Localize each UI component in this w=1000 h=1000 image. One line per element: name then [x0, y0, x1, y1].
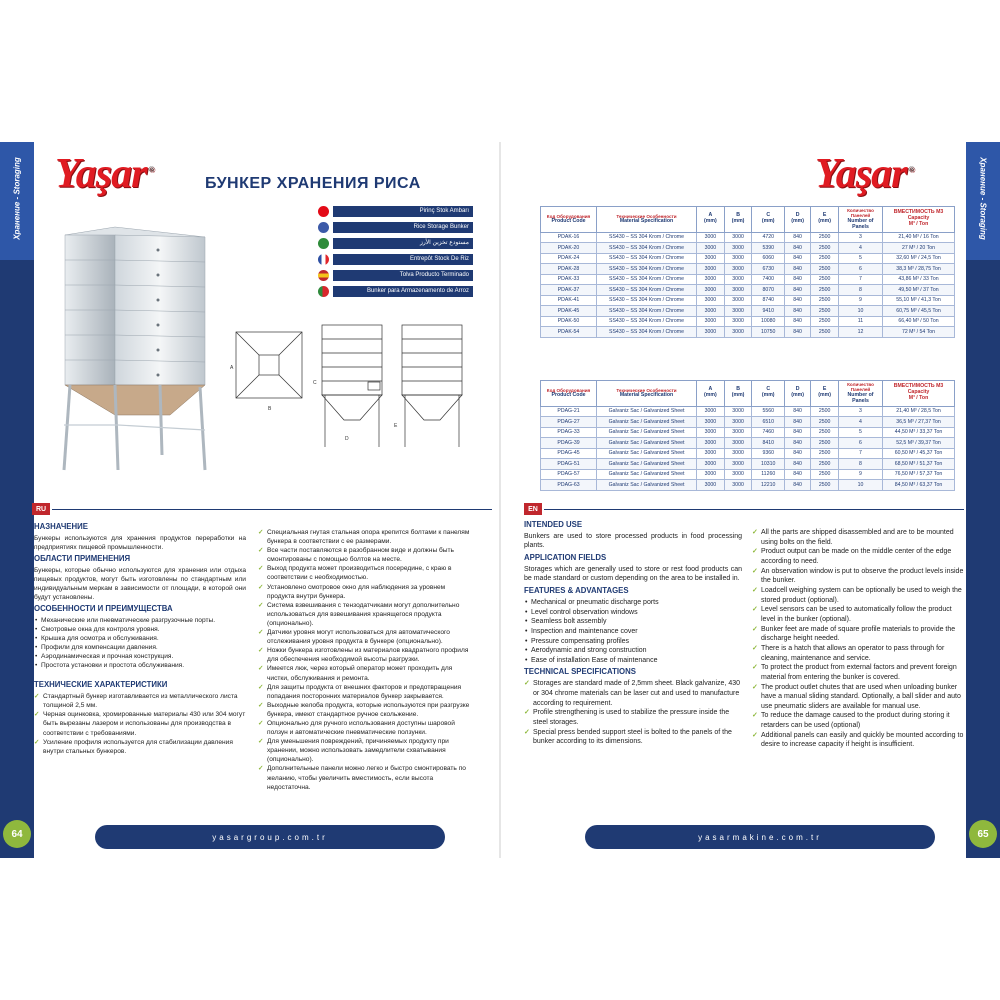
list-item: ✓ Special press bended support steel is bolted to the panels of the bunker according to its dimensions.	[524, 728, 742, 747]
table-cell: 55,10 M³ / 41,3 Ton	[883, 295, 955, 306]
ru-column-2	[258, 528, 472, 792]
table-cell: Galvaniz Sac / Galvanized Sheet	[597, 438, 697, 449]
table-cell: 3000	[724, 327, 752, 338]
table-cell: 60,75 M³ / 45,5 Ton	[883, 306, 955, 317]
table-cell: Galvaniz Sac / Galvanized Sheet	[597, 427, 697, 438]
table-cell: 6060	[752, 253, 785, 264]
table-cell: 3000	[724, 264, 752, 275]
table-cell: PDAK-41	[541, 295, 597, 306]
ru-purpose-text: Бункеры используются для хранения продуктов переработки на предприятиях пищевой промышленности.	[34, 534, 246, 551]
list-item: ✓ To protect the product from external factors and prevent foreign material from entering the bunker is covered.	[752, 663, 964, 682]
table-cell: 3	[839, 232, 883, 243]
table-cell: 3000	[697, 480, 725, 491]
table-row	[541, 253, 955, 264]
language-row-ar: مستودع تخزين الأرز	[318, 237, 473, 250]
arabic-flag-icon	[318, 238, 329, 249]
en-tech-list	[524, 679, 742, 747]
en-app-text: Storages which are generally used to store or rest food products can be made standard or custom depending on the area to be installed in.	[524, 565, 742, 583]
table-cell: SS430 – SS 304 Krom / Chrome	[597, 316, 697, 327]
left-footer-url: yasargroup.com.tr	[95, 825, 445, 849]
table-cell: 3000	[697, 406, 725, 417]
table-row	[541, 459, 955, 470]
left-side-bar	[0, 142, 34, 858]
list-item: ✓ To reduce the damage caused to the product during storing it retarders can be used (optional)	[752, 711, 964, 730]
dimension-b-label: B	[268, 406, 272, 412]
table-cell: 7400	[752, 274, 785, 285]
table-cell: 8	[839, 285, 883, 296]
table-cell: 32,60 M³ / 24,5 Ton	[883, 253, 955, 264]
table-cell: 3000	[724, 243, 752, 254]
table-cell: Galvaniz Sac / Galvanized Sheet	[597, 448, 697, 459]
table-cell: 3000	[724, 417, 752, 428]
table-row	[541, 327, 955, 338]
spec-table-galvanized	[540, 380, 955, 491]
table-cell: 3000	[697, 306, 725, 317]
list-item: ✓ Для уменьшения повреждений, причиняемых продукту при хранении, можно использовать замедлители схватывания (опционально).	[258, 737, 472, 764]
table-cell: 12	[839, 327, 883, 338]
ru-areas-text: Бункеры, которые обычно используются для хранения или отдыха пищевых продуктов, могут быть изготовлены по стандартным или индивидуальным меркам в зависимости от площади, в которой они будут установлены.	[34, 566, 246, 601]
table-row	[541, 306, 955, 317]
table-cell: 3000	[724, 253, 752, 264]
technical-drawings	[228, 322, 468, 467]
table-cell: 840	[784, 253, 810, 264]
list-item: ✓ Bunker feet are made of square profile materials to provide the discharge height needed.	[752, 625, 964, 644]
table-cell: 2500	[811, 232, 839, 243]
ru-features-heading: ОСОБЕННОСТИ И ПРЕИМУЩЕСТВА	[34, 604, 173, 614]
list-item: • Ease of installation Ease of maintenance	[524, 656, 742, 666]
table-cell: 840	[784, 438, 810, 449]
language-row-es: Tolva Producto Terminado	[318, 269, 473, 282]
table-row	[541, 427, 955, 438]
language-row-pt: Bunker para Armazenamento de Arroz	[318, 285, 473, 298]
table-cell: SS430 – SS 304 Krom / Chrome	[597, 327, 697, 338]
table-cell: 3000	[724, 427, 752, 438]
table-cell: 2500	[811, 448, 839, 459]
list-item: ✓ Все части поставляются в разобранном виде и должны быть смонтированы с помощью болтов на месте.	[258, 546, 472, 564]
table-cell: 21,40 M³ / 28,5 Ton	[883, 406, 955, 417]
en-tech-heading: TECHNICAL SPECIFICATIONS	[524, 667, 636, 677]
table-cell: 4720	[752, 232, 785, 243]
table-cell: 3000	[697, 427, 725, 438]
table-cell: 3000	[724, 285, 752, 296]
table-cell: 3000	[724, 295, 752, 306]
table-cell: PDAK-24	[541, 253, 597, 264]
table-row	[541, 448, 955, 459]
table-cell: SS430 – SS 304 Krom / Chrome	[597, 243, 697, 254]
right-page-number: 65	[969, 820, 997, 848]
table-cell: 72 M³ / 54 Ton	[883, 327, 955, 338]
list-item: • Аэродинамическая и прочная конструкция.	[34, 652, 246, 661]
dimension-c-label: C	[313, 380, 317, 386]
list-item: • Pressure compensating profiles	[524, 637, 742, 647]
table-cell: 2500	[811, 243, 839, 254]
table-cell: 3000	[697, 295, 725, 306]
table-cell: 3000	[697, 459, 725, 470]
table-row	[541, 264, 955, 275]
table-cell: 68,50 M³ / 51,37 Ton	[883, 459, 955, 470]
table-cell: 7	[839, 274, 883, 285]
table-cell: 38,3 M³ / 28,75 Ton	[883, 264, 955, 275]
table-cell: 6	[839, 438, 883, 449]
table-cell: 2500	[811, 295, 839, 306]
table-cell: 4	[839, 243, 883, 254]
list-item: • Смотровые окна для контроля уровня.	[34, 625, 246, 634]
list-item: ✓ Усиление профиля используется для стабилизации давления внутри стальных бункеров.	[34, 738, 246, 756]
en-use-text: Bunkers are used to store processed products in food processing plants.	[524, 532, 742, 550]
table-cell: 8070	[752, 285, 785, 296]
table-cell: 21,40 M³ / 16 Ton	[883, 232, 955, 243]
table-cell: 2500	[811, 459, 839, 470]
table-cell: 3000	[697, 448, 725, 459]
table-cell: 3000	[697, 243, 725, 254]
table-cell: 840	[784, 232, 810, 243]
language-badge-ru: RU	[32, 503, 50, 515]
table-cell: 840	[784, 285, 810, 296]
table-cell: 840	[784, 427, 810, 438]
table-cell: SS430 – SS 304 Krom / Chrome	[597, 274, 697, 285]
list-item: ✓ Product output can be made on the middle center of the edge according to need.	[752, 547, 964, 566]
silo-illustration	[60, 225, 210, 475]
turkey-flag-icon	[318, 206, 329, 217]
list-item: ✓ Выход продукта может производиться посередине, с краю в соответствии с необходимостью.	[258, 564, 472, 582]
table-cell: 5390	[752, 243, 785, 254]
table-cell: 3000	[724, 232, 752, 243]
table-cell: 840	[784, 417, 810, 428]
spec-table-chrome	[540, 206, 955, 338]
table-cell: 60,50 M³ / 45,37 Ton	[883, 448, 955, 459]
list-item: ✓ Имеется люк, через который оператор может проходить для чистки, обслуживания и ремонта.	[258, 664, 472, 682]
table-cell: 2500	[811, 406, 839, 417]
table-row	[541, 232, 955, 243]
table-cell: 2500	[811, 469, 839, 480]
table-cell: 840	[784, 406, 810, 417]
yasar-logo-left: Yaşar ®	[55, 151, 154, 197]
page-title: БУНКЕР ХРАНЕНИЯ РИСА	[205, 175, 421, 192]
page-spine	[499, 142, 501, 858]
table-cell: Galvaniz Sac / Galvanized Sheet	[597, 459, 697, 470]
table-cell: 840	[784, 306, 810, 317]
yasar-logo-right: Yaşar ®	[815, 151, 914, 197]
table-cell: Galvaniz Sac / Galvanized Sheet	[597, 480, 697, 491]
table-cell: 12210	[752, 480, 785, 491]
list-item: ✓ Черная оцинковка, хромированные материалы 430 или 304 могут быть вырезаны лазером и использованы для производства в соответствии с требованиями.	[34, 710, 246, 737]
list-item: • Aerodynamic and strong construction	[524, 646, 742, 656]
table-cell: 7	[839, 448, 883, 459]
table-cell: 3000	[697, 327, 725, 338]
table-cell: SS430 – SS 304 Krom / Chrome	[597, 264, 697, 275]
table-cell: 3000	[697, 285, 725, 296]
table-cell: Galvaniz Sac / Galvanized Sheet	[597, 417, 697, 428]
table-cell: 3000	[697, 253, 725, 264]
table-cell: 11260	[752, 469, 785, 480]
en-spec-list	[752, 528, 964, 750]
table-cell: PDAK-37	[541, 285, 597, 296]
list-item: ✓ Profile strengthening is used to stabilize the pressure inside the steel storages.	[524, 708, 742, 727]
table-cell: 49,50 M³ / 37 Ton	[883, 285, 955, 296]
table-row	[541, 274, 955, 285]
table-cell: 9	[839, 295, 883, 306]
dimension-a-label: A	[230, 365, 234, 371]
en-app-heading: APPLICATION FIELDS	[524, 553, 607, 563]
language-row-fr: Entrepôt Stock De Riz	[318, 253, 473, 266]
table-cell: 7460	[752, 427, 785, 438]
dimension-d-label: D	[345, 436, 349, 442]
list-item: • Level control observation windows	[524, 608, 742, 618]
table-cell: 840	[784, 316, 810, 327]
ru-spec-list	[258, 528, 472, 792]
table-cell: 3000	[697, 232, 725, 243]
table-cell: 10080	[752, 316, 785, 327]
table-cell: 84,50 M³ / 63,37 Ton	[883, 480, 955, 491]
table-cell: 10750	[752, 327, 785, 338]
list-item: ✓ Специальная гнутая стальная опора крепится болтами к панелям бункера в соответствии с ее размерами.	[258, 528, 472, 546]
table-cell: SS430 – SS 304 Krom / Chrome	[597, 285, 697, 296]
table-cell: 76,50 M³ / 57,37 Ton	[883, 469, 955, 480]
ru-areas-heading: ОБЛАСТИ ПРИМЕНЕНИЯ	[34, 553, 131, 563]
table-cell: 44,50 M³ / 33,37 Ton	[883, 427, 955, 438]
table-cell: 840	[784, 264, 810, 275]
language-list	[318, 205, 473, 301]
table-cell: 2500	[811, 306, 839, 317]
left-side-tab	[0, 142, 34, 260]
table-cell: PDAK-50	[541, 316, 597, 327]
table-cell: 840	[784, 480, 810, 491]
table-cell: 2500	[811, 327, 839, 338]
en-use-heading: INTENDED USE	[524, 520, 583, 529]
table-cell: 3000	[724, 274, 752, 285]
table-cell: 3000	[697, 264, 725, 275]
table-header-row: Код Оборудования Product Code Технические Особенности Material Specification A (mm) B (mm) C (mm) D (mm) E (mm) Количество Панелей Number of Panels ВМЕСТИМОСТЬ М3 Capacity M³ / Ton	[541, 381, 955, 407]
left-side-label: Хранение - Storaging	[12, 157, 22, 240]
table-cell: 840	[784, 327, 810, 338]
table-cell: 3000	[724, 448, 752, 459]
table-cell: 2500	[811, 285, 839, 296]
table-cell: 2500	[811, 264, 839, 275]
ru-tech-heading: ТЕХНИЧЕСКИЕ ХАРАКТЕРИСТИКИ	[34, 680, 168, 690]
table-cell: PDAG-57	[541, 469, 597, 480]
list-item: • Простота установки и простота обслуживания.	[34, 661, 246, 670]
table-header-row: Код Оборудования Product Code Технические Особенности Material Specification A (mm) B (mm) C (mm) D (mm) E (mm) Количество Панелей Number of Panels ВМЕСТИМОСТЬ М3 Capacity M³ / Ton	[541, 207, 955, 233]
right-side-bar	[966, 142, 1000, 858]
france-flag-icon	[318, 254, 329, 265]
table-cell: 6510	[752, 417, 785, 428]
table-cell: 5	[839, 427, 883, 438]
table-cell: 8740	[752, 295, 785, 306]
table-cell: 27 M³ / 20 Ton	[883, 243, 955, 254]
table-cell: 10	[839, 480, 883, 491]
en-column-2	[752, 528, 964, 750]
table-cell: PDAK-28	[541, 264, 597, 275]
en-features-heading: FEATURES & ADVANTAGES	[524, 586, 629, 596]
table-cell: 3000	[724, 316, 752, 327]
list-item: ✓ Для защиты продукта от внешних факторов и предотвращения попадания посторонних материалов бункер закрывается.	[258, 683, 472, 701]
table-row	[541, 406, 955, 417]
table-cell: PDAG-45	[541, 448, 597, 459]
ru-column-1	[34, 520, 246, 756]
table-cell: 840	[784, 469, 810, 480]
table-cell: 840	[784, 459, 810, 470]
table-cell: 6	[839, 264, 883, 275]
list-item: • Mechanical or pneumatic discharge ports	[524, 598, 742, 608]
table-cell: PDAG-39	[541, 438, 597, 449]
table-cell: 2500	[811, 253, 839, 264]
table-cell: 10310	[752, 459, 785, 470]
table-cell: SS430 – SS 304 Krom / Chrome	[597, 306, 697, 317]
table-cell: 9	[839, 469, 883, 480]
table-cell: SS430 – SS 304 Krom / Chrome	[597, 232, 697, 243]
left-page-number: 64	[3, 820, 31, 848]
right-side-label: Хранение - Storaging	[978, 157, 988, 240]
list-item: ✓ Ножки бункера изготовлены из материалов квадратного профиля для обеспечения необходимой высоты разгрузки.	[258, 646, 472, 664]
table-row	[541, 243, 955, 254]
table-cell: 3000	[724, 406, 752, 417]
list-item: ✓ Loadcell weighing system can be optionally be used to weigh the stored product (optional).	[752, 586, 964, 605]
en-column-1	[524, 518, 742, 747]
table-cell: 10	[839, 306, 883, 317]
list-item: ✓ Выходные желоба продукта, которые используются при разгрузке бункера, имеют стандартное ручное скольжение.	[258, 701, 472, 719]
ru-purpose-heading: НАЗНАЧЕНИЕ	[34, 522, 88, 531]
table-cell: 5	[839, 253, 883, 264]
table-cell: 3000	[697, 438, 725, 449]
table-cell: PDAG-27	[541, 417, 597, 428]
list-item: • Механические или пневматические разгрузочные порты.	[34, 616, 246, 625]
table-cell: PDAK-33	[541, 274, 597, 285]
table-row	[541, 480, 955, 491]
table-cell: PDAK-45	[541, 306, 597, 317]
table-cell: 3000	[697, 469, 725, 480]
table-cell: 840	[784, 448, 810, 459]
table-row	[541, 316, 955, 327]
table-cell: 8410	[752, 438, 785, 449]
table-cell: 840	[784, 295, 810, 306]
list-item: • Профили для компенсации давления.	[34, 643, 246, 652]
table-cell: 2500	[811, 316, 839, 327]
table-cell: 36,5 M³ / 27,37 Ton	[883, 417, 955, 428]
list-item: ✓ Стандартный бункер изготавливается из металлического листа толщиной 2,5 мм.	[34, 692, 246, 710]
table-cell: PDAG-21	[541, 406, 597, 417]
table-cell: Galvaniz Sac / Galvanized Sheet	[597, 406, 697, 417]
list-item: ✓ The product outlet chutes that are used when unloading bunker have a manual sliding standard. Optionally, a ball slider and auto use pneumatic sliders are available for manual use.	[752, 683, 964, 712]
table-cell: PDAK-20	[541, 243, 597, 254]
table-cell: 11	[839, 316, 883, 327]
list-item: ✓ Установлено смотровое окно для наблюдения за уровнем продукта внутри бункера.	[258, 583, 472, 601]
table-cell: 9410	[752, 306, 785, 317]
table-cell: 2500	[811, 438, 839, 449]
list-item: ✓ Датчики уровня могут использоваться для автоматического отслеживания уровня продукта в бункере (опционально).	[258, 628, 472, 646]
table-cell: 3000	[697, 417, 725, 428]
list-item: ✓ Level sensors can be used to automatically follow the product level in the bunker (optional).	[752, 605, 964, 624]
table-cell: 9360	[752, 448, 785, 459]
table-cell: 3000	[724, 469, 752, 480]
dimension-e-label: E	[394, 423, 398, 429]
right-side-tab	[966, 142, 1000, 260]
list-item: ✓ Дополнительные панели можно легко и быстро смонтировать по желанию, чтобы увеличить вместимость, если высота недостаточна.	[258, 764, 472, 791]
table-cell: PDAG-51	[541, 459, 597, 470]
table-cell: 3000	[697, 274, 725, 285]
table-cell: 52,5 M³ / 39,37 Ton	[883, 438, 955, 449]
ru-tech-list	[34, 692, 246, 756]
table-cell: 43,86 M³ / 33 Ton	[883, 274, 955, 285]
table-cell: 3000	[697, 316, 725, 327]
table-cell: 66,40 M³ / 50 Ton	[883, 316, 955, 327]
language-badge-en: EN	[524, 503, 542, 515]
table-cell: 8	[839, 459, 883, 470]
list-item: • Крышка для осмотра и обслуживания.	[34, 634, 246, 643]
en-features-list	[524, 598, 742, 666]
en-divider	[544, 509, 964, 510]
language-row-en: Rice Storage Bunker	[318, 221, 473, 234]
table-cell: 3	[839, 406, 883, 417]
table-cell: 2500	[811, 427, 839, 438]
right-footer-url: yasarmakine.com.tr	[585, 825, 935, 849]
table-cell: 3000	[724, 306, 752, 317]
ru-divider	[52, 509, 492, 510]
table-cell: SS430 – SS 304 Krom / Chrome	[597, 253, 697, 264]
table-row	[541, 438, 955, 449]
language-row-tr: Pirinç Stok Ambarı	[318, 205, 473, 218]
table-cell: 3000	[724, 459, 752, 470]
portugal-flag-icon	[318, 286, 329, 297]
table-cell: PDAG-63	[541, 480, 597, 491]
list-item: ✓ Storages are standard made of 2,5mm sheet. Black galvanize, 430 or 304 chrome materials can be laser cut and used to manufacture according to requirement.	[524, 679, 742, 708]
table-cell: 840	[784, 274, 810, 285]
list-item: • Seamless bolt assembly	[524, 617, 742, 627]
table-row	[541, 417, 955, 428]
table-cell: 4	[839, 417, 883, 428]
table-cell: 2500	[811, 417, 839, 428]
table-cell: PDAG-33	[541, 427, 597, 438]
spain-flag-icon	[318, 270, 329, 281]
usa-flag-icon	[318, 222, 329, 233]
list-item: ✓ All the parts are shipped disassembled and are to be mounted using bolts on the field.	[752, 528, 964, 547]
table-cell: 3000	[724, 480, 752, 491]
table-cell: 2500	[811, 274, 839, 285]
list-item: ✓ Опционально для ручного использования доступны шаровой ползун и автоматические пневматические ползунки.	[258, 719, 472, 737]
table-cell: PDAK-54	[541, 327, 597, 338]
table-cell: 840	[784, 243, 810, 254]
table-row	[541, 285, 955, 296]
table-row	[541, 295, 955, 306]
table-cell: 3000	[724, 438, 752, 449]
list-item: ✓ Additional panels can easily and quickly be mounted according to desire to increase capacity if height is insufficient.	[752, 731, 964, 750]
table-cell: 5560	[752, 406, 785, 417]
list-item: ✓ There is a hatch that allows an operator to pass through for cleaning, maintenance and service.	[752, 644, 964, 663]
table-cell: 6730	[752, 264, 785, 275]
table-cell: 2500	[811, 480, 839, 491]
table-row	[541, 469, 955, 480]
table-cell: PDAK-16	[541, 232, 597, 243]
list-item: ✓ Система взвешивания с тензодатчиками могут дополнительно использоваться для взвешивания хранящегося продукта (опционально).	[258, 601, 472, 628]
list-item: ✓ An observation window is put to observe the product levels inside the bunker.	[752, 567, 964, 586]
list-item: • Inspection and maintenance cover	[524, 627, 742, 637]
ru-features-list	[34, 616, 246, 671]
table-cell: Galvaniz Sac / Galvanized Sheet	[597, 469, 697, 480]
table-cell: SS430 – SS 304 Krom / Chrome	[597, 295, 697, 306]
